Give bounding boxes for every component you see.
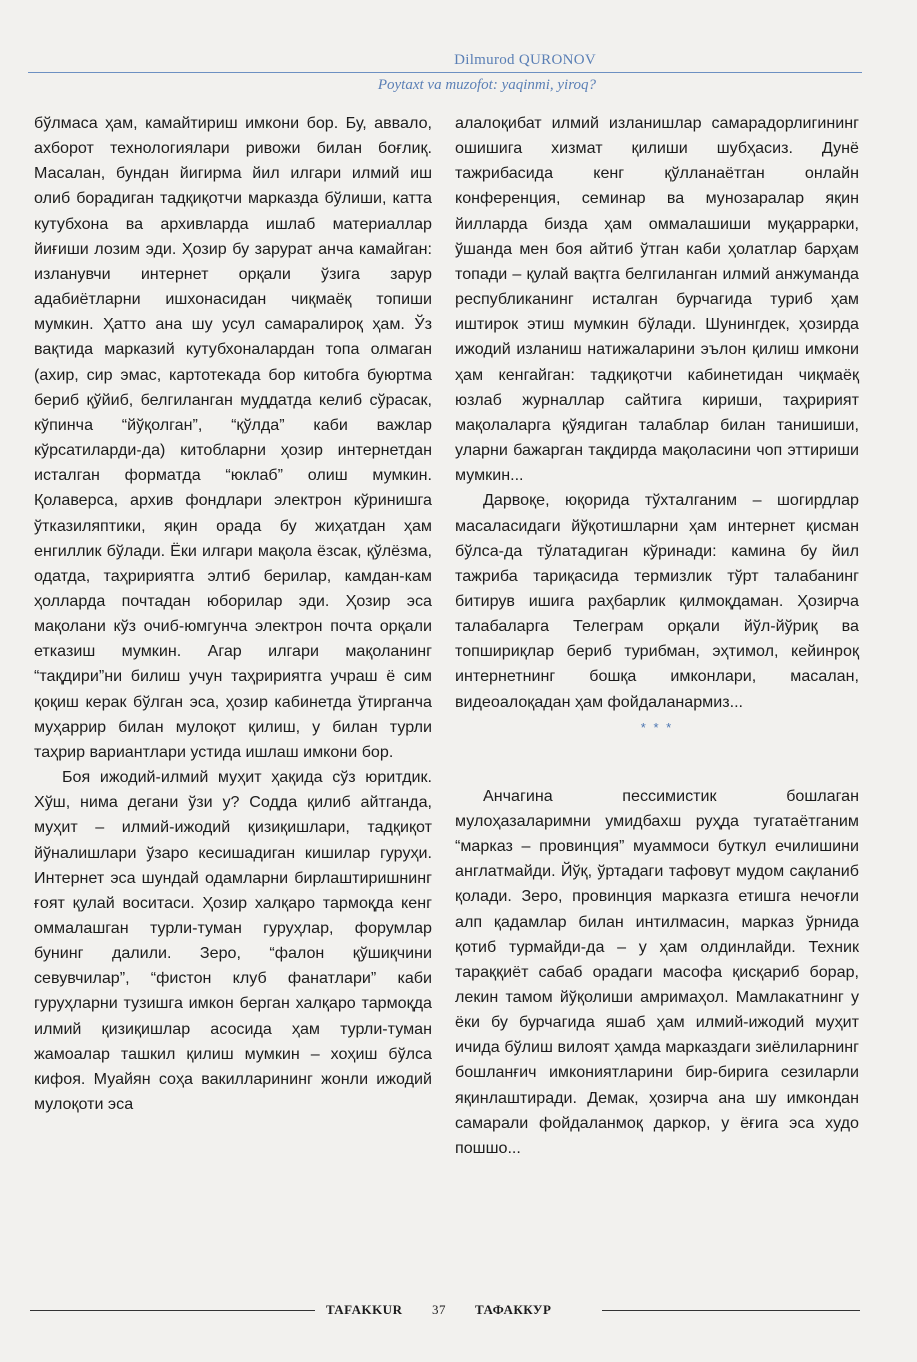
paragraph: бўлмаса ҳам, камайтириш имкони бор. Бу, аввало, ахборот технологиялари ривожи билан боғлиқ. Масалан, бундан йигирма йил илгари илмий иш олиб борадиган тадқиқотчи марказда бўлиши, катта кутубхона ва архивларда ишлаб материаллар йиғиши лозим эди. Ҳозир бу зарурат анча камайган: изланувчи интернет орқали ўзига зарур адабиётларни ишхонасидан чиқмаёқ топиши мумкин. Ҳатто ана шу усул самаралироқ ҳам. Ўз вақтида марказий кутубхоналардан топа олмаган (ахир, сир эмас, картотекада бор китобга буюртма бериб қўйиб, белгиланган муддатда келиб сўрасак, кўпинча “йўқолган”, “қўлда” каби важлар кўрсатиларди-да) китобларни ҳозир интернетдан исталган форматда “юклаб” олиш мумкин. Қолаверса, архив фондлари электрон кўринишга ўтказиляптики, яқин орада бу жиҳатдан ҳам енгиллик бўлади. Ёки илгари мақола ёзсак, қўлёзма, одатда, таҳририятга элтиб берилар, камдан-кам ҳолларда почтадан юборилар эди. Ҳозир эса мақолани кўз очиб-юмгунча электрон почта орқали етказиш мумкин. Агар илгари мақоланинг “тақдири”ни билиш учун таҳририятга учраш ё сим қоқиш керак бўлган эса, ҳозир кабинетда ўтирганча муҳаррир билан мулоқот қилиш, у билан турли таҳрир вариантлари устида ишлаш имкони бор.	[34, 114, 432, 761]
footer-rule-left	[30, 1310, 315, 1311]
footer-rule-right	[602, 1310, 860, 1311]
page-footer	[30, 1300, 860, 1320]
right-column	[455, 111, 859, 1161]
article-subtitle: Poytaxt va muzofot: yaqinmi, yiroq?	[377, 77, 596, 93]
running-header	[28, 52, 862, 94]
page-number: 37	[432, 1302, 446, 1317]
paragraph: алалоқибат илмий изланишлар самарадорлигининг ошишига хизмат қилиши шубҳасиз. Дунё тажрибасида кенг қўлланаётган онлайн конференция, семинар ва мунозаралар яқин йилларда бизда ҳам оммалашиши муқаррарки, ўшанда мен боя айтиб ўтган каби ҳолатлар барҳам топади – қулай вақтга белгиланган илмий анжуманда республиканинг исталган бурчагида туриб ҳам иштирок этиш мумкин бўлади. Шунингдек, ҳозирда ижодий изланиш натижаларини эълон қилиш имкони ҳам кенгайган: тадқиқотчи кабинетидан чиқмаёқ юзлаб журналлар сайтига кириши, таҳририят мақолаларга қўядиган талаблар билан танишиши, уларни бажарган тақдирда мақоласини чоп эттириши мумкин...	[455, 114, 859, 485]
author-name: Dilmurod QURONOV	[454, 52, 596, 68]
magazine-name-cyrillic: ТАФАККУР	[475, 1302, 552, 1317]
section-separator: * * *	[640, 719, 674, 735]
magazine-name-latin: TAFAKKUR	[326, 1302, 403, 1317]
header-rule	[28, 72, 862, 73]
left-column	[34, 111, 432, 1117]
paragraph: Дарвоқе, юқорида тўхталганим – шогирдлар масаласидаги йўқотишларни ҳам интернет қисман бўлса-да тўлатадиган кўринади: камина бу йил тажриба тариқасида термизлик тўрт талабанинг битирув ишига раҳбарлик қилмоқдаман. Ҳозирча талабаларга Телеграм орқали йўл-йўриқ ва топшириқлар бериб турибман, эҳтимол, кейинроқ интернетнинг бошқа имконлари, масалан, видеоалоқадан ҳам фойдаланармиз...	[455, 491, 859, 711]
paragraph: Боя ижодий-илмий муҳит ҳақида сўз юритдик. Хўш, нима дегани ўзи у? Содда қилиб айтганда, муҳит – илмий-ижодий қизиқишлари, тадқиқот йўналишлари ўзаро кесишадиган кишилар гуруҳи. Интернет эса шундай одамларни бирлаштиришнинг ғоят қулай воситаси. Ҳозир халқаро тармоқда кенг оммалашган турли-туман гуруҳлар, форумлар бунинг далили. Зеро, “фалон қўшиқчини севувчилар”, “фистон клуб фанатлари” каби гуруҳларни тузишга имкон берган халқаро тармоқда илмий қизиқишлар асосида ҳам турли-туман жамоалар ташкил қилиш мумкин – хоҳиш бўлса кифоя. Муайян соҳа вакилларининг жонли ижодий мулоқоти эса	[34, 768, 432, 1114]
section-gap	[455, 740, 859, 784]
paragraph: Анчагина пессимистик бошлаган мулоҳазаларимни умидбахш руҳда тугатаётганим “марказ – провинция” муаммоси буткул ечилишини англатмайди. Йўқ, ўртадаги тафовут мудом сақланиб қолади. Зеро, провинция марказга етишга нечоғли алп қадамлар билан интилмасин, марказ ўрнида қотиб турмайди-да – у ҳам олдинлайди. Техник тараққиёт сабаб орадаги масофа қисқариб борар, лекин тамом йўқолиши амримаҳол. Мамлакатнинг у ёки бу бурчагида яшаб ҳам илмий-ижодий муҳит ичида бўлиш вилоят ҳамда марказдаги зиёлиларнинг бошланғич имкониятларини бир-бирига сезиларли яқинлаштиради. Демак, ҳозирча ана шу имкондан самарали фойдаланмоқ даркор, у ёғига эса худо пошшо...	[455, 786, 859, 1157]
